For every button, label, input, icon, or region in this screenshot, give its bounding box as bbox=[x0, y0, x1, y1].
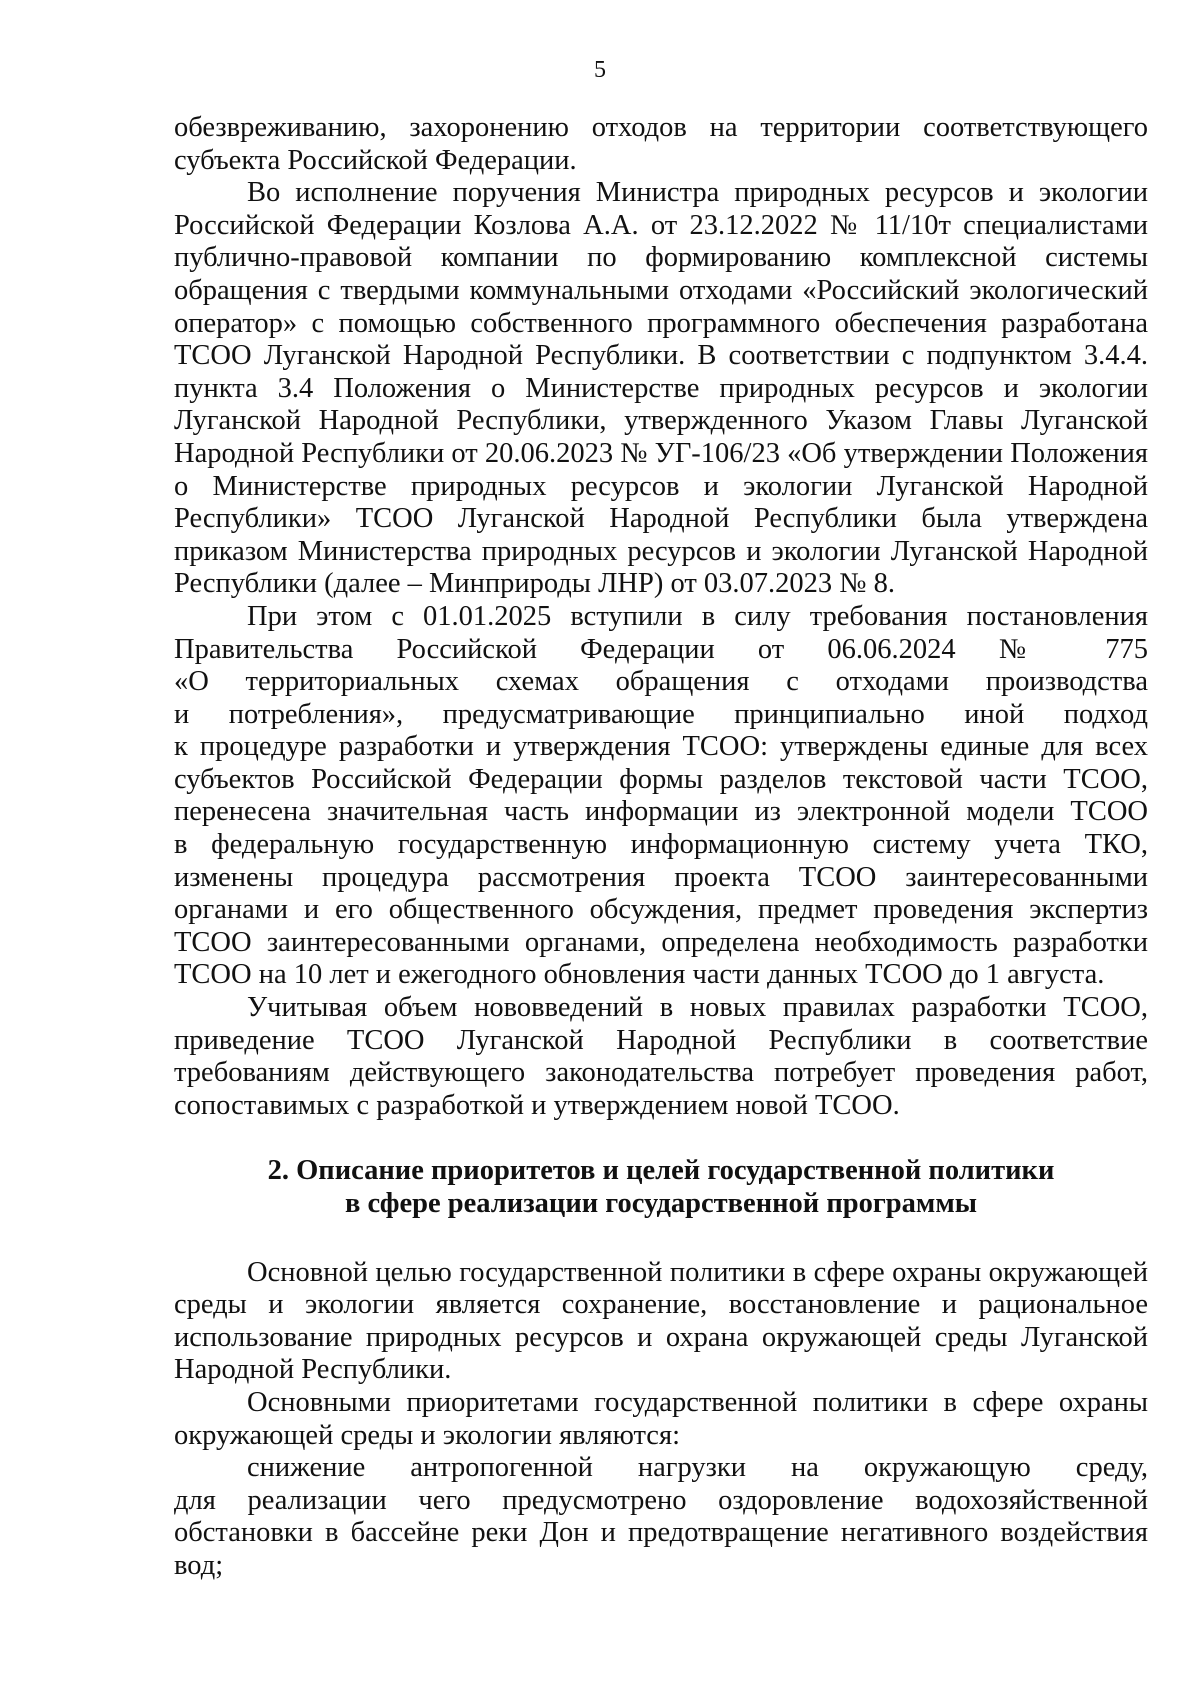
paragraph-line: обезвреживанию, захоронению отходов на территории соответствующего bbox=[174, 112, 1148, 143]
paragraph-line: публично-правовой компании по формированию комплексной системы bbox=[174, 242, 1148, 274]
paragraph-line: Народной Республики от 20.06.2023 № УГ-106/23 «Об утверждении Положения bbox=[174, 437, 1148, 469]
spacer bbox=[174, 1122, 1148, 1155]
paragraph-line: При этом с 01.01.2025 вступили в силу требования постановления bbox=[247, 600, 1148, 632]
paragraph-line: ТСОО Луганской Народной Республики. В соответствии с подпунктом 3.4.4. bbox=[174, 340, 1148, 372]
paragraph-line: ТСОО на 10 лет и ежегодного обновления части данных ТСОО до 1 августа. bbox=[174, 959, 1105, 991]
paragraph-line: Республики» ТСОО Луганской Народной Республики была утверждена bbox=[174, 503, 1148, 535]
paragraph-line: о Министерстве природных ресурсов и экологии Луганской Народной bbox=[174, 470, 1148, 502]
paragraph-line: «О территориальных схемах обращения с отходами производства bbox=[174, 666, 1148, 698]
paragraph-line: в федеральную государственную информационную систему учета ТКО, bbox=[174, 829, 1148, 861]
page-number: 5 bbox=[594, 57, 606, 83]
paragraph-line: окружающей среды и экологии являются: bbox=[174, 1419, 680, 1451]
paragraph-line: Луганской Народной Республики, утвержденного Указом Главы Луганской bbox=[174, 405, 1148, 437]
paragraph-line: органами и его общественного обсуждения, предмет проведения экспертиз bbox=[174, 894, 1148, 926]
paragraph-line: вод; bbox=[174, 1549, 224, 1581]
paragraph-line: и потребления», предусматривающие принципиально иной подход bbox=[174, 698, 1148, 730]
paragraph-line: требованиям действующего законодательства потребует проведения работ, bbox=[174, 1057, 1148, 1089]
paragraph-line: Правительства Российской Федерации от 06.06.2024 № 775 bbox=[174, 633, 1148, 665]
paragraph-line: пункта 3.4 Положения о Министерстве природных ресурсов и экологии bbox=[174, 372, 1148, 404]
paragraph-line: Российской Федерации Козлова А.А. от 23.12.2022 № 11/10т специалистами bbox=[174, 209, 1148, 241]
paragraph-line: обращения с твердыми коммунальными отходами «Российский экологический bbox=[174, 274, 1148, 306]
paragraph-2 bbox=[174, 177, 1148, 601]
paragraph-line: приказом Министерства природных ресурсов и экологии Луганской Народной bbox=[174, 535, 1148, 567]
paragraph-4 bbox=[174, 992, 1148, 1122]
spacer bbox=[174, 1221, 1148, 1257]
section-heading bbox=[174, 1155, 1148, 1220]
paragraph-line: Республики (далее – Минприроды ЛНР) от 03.07.2023 № 8. bbox=[174, 568, 895, 600]
paragraph-1 bbox=[174, 112, 1148, 177]
paragraph-6 bbox=[174, 1387, 1148, 1452]
paragraph-line: среды и экологии является сохранение, восстановление и рациональное bbox=[174, 1289, 1148, 1321]
paragraph-7 bbox=[174, 1452, 1148, 1582]
section-heading-line: 2. Описание приоритетов и целей государственной политики bbox=[267, 1155, 1055, 1187]
paragraph-line: использование природных ресурсов и охрана окружающей среды Луганской bbox=[174, 1321, 1148, 1353]
paragraph-line: Учитывая объем нововведений в новых правилах разработки ТСОО, bbox=[247, 992, 1148, 1024]
section-heading-line: в сфере реализации государственной программы bbox=[345, 1188, 977, 1219]
paragraph-line: Во исполнение поручения Министра природных ресурсов и экологии bbox=[247, 177, 1148, 209]
paragraph-line: изменены процедура рассмотрения проекта ТСОО заинтересованными bbox=[174, 861, 1148, 893]
paragraph-line: для реализации чего предусмотрено оздоровление водохозяйственной bbox=[174, 1484, 1148, 1516]
paragraph-line: перенесена значительная часть информации из электронной модели ТСОО bbox=[174, 796, 1148, 828]
paragraph-3 bbox=[174, 601, 1148, 992]
paragraph-line: Основной целью государственной политики в сфере охраны окружающей bbox=[247, 1256, 1148, 1288]
paragraph-line: субъектов Российской Федерации формы разделов текстовой части ТСОО, bbox=[174, 763, 1148, 795]
paragraph-line: Народной Республики. bbox=[174, 1354, 452, 1386]
paragraph-line: снижение антропогенной нагрузки на окружающую среду, bbox=[247, 1452, 1148, 1484]
paragraph-line: обстановки в бассейне реки Дон и предотвращение негативного воздействия bbox=[174, 1517, 1148, 1549]
document-body bbox=[174, 112, 1148, 1583]
paragraph-line: сопоставимых с разработкой и утверждением новой ТСОО. bbox=[174, 1089, 900, 1121]
paragraph-5 bbox=[174, 1257, 1148, 1387]
paragraph-line: субъекта Российской Федерации. bbox=[174, 144, 577, 176]
paragraph-line: ТСОО заинтересованными органами, определена необходимость разработки bbox=[174, 926, 1148, 958]
paragraph-line: Основными приоритетами государственной политики в сфере охраны bbox=[247, 1386, 1148, 1418]
paragraph-line: к процедуре разработки и утверждения ТСОО: утверждены единые для всех bbox=[174, 731, 1148, 763]
paragraph-line: приведение ТСОО Луганской Народной Республики в соответствие bbox=[174, 1024, 1148, 1056]
paragraph-line: оператор» с помощью собственного программного обеспечения разработана bbox=[174, 307, 1148, 339]
